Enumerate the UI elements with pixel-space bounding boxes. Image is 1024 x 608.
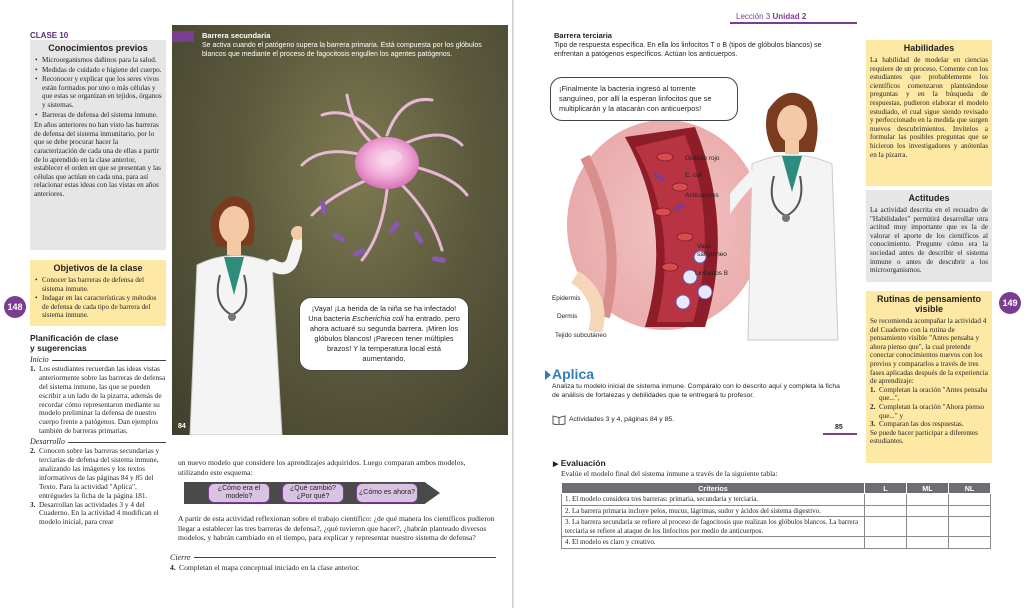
- visible-thinking-title: Rutinas de pensamiento visible: [876, 294, 982, 314]
- book-icon: [552, 415, 566, 425]
- closing-section: [170, 553, 496, 572]
- evaluation-title: ▶ Evaluación: [553, 458, 606, 468]
- aplica-text: Analiza tu modelo inicial de sistema inmune. Compáralo con lo descrito aquí y completa la ficha de análisis de fortalezas y debilidades que te entregará tu profesor.: [552, 383, 840, 399]
- checkbox-cell[interactable]: [907, 537, 949, 549]
- prior-knowledge-box: [30, 40, 166, 250]
- page-number-right: 149: [999, 292, 1021, 314]
- checkbox-cell[interactable]: [865, 537, 907, 549]
- column-header: ML: [907, 483, 949, 494]
- criterion-cell: 1. El modelo considera tres barreras: primaria, secundaria y terciaria.: [562, 494, 865, 506]
- list-item: • Barreras de defensa del sistema inmune.: [34, 111, 162, 120]
- label-epidermis: Epidermis: [552, 295, 581, 302]
- aplica-title: Aplica: [552, 366, 595, 382]
- lesson-header: Lección 3 Unidad 2: [736, 12, 807, 21]
- prior-knowledge-list: [34, 56, 162, 119]
- checkbox-cell[interactable]: [907, 505, 949, 517]
- list-item: • Medidas de cuidado e higiene del cuerpo.: [34, 66, 162, 75]
- prior-knowledge-title: Conocimientos previos: [48, 43, 148, 53]
- list-item: 3. Comparan las dos respuestas.: [870, 420, 964, 429]
- checkbox-cell[interactable]: [949, 505, 991, 517]
- label-antibodies: Anticuerpos: [685, 192, 719, 199]
- criterion-cell: 3. La barrera secundaria se refiere al proceso de fagocitosis que realizan los glóbulos blancos. La barrera terciaria se refiere al ataque de los linfocitos por medio de anticuerpos.: [562, 517, 865, 537]
- visible-thinking-box: [866, 291, 992, 463]
- list-item: 4. Completan el mapa conceptual iniciado en la clase anterior.: [170, 562, 360, 572]
- list-item: • Indagar en las características y métodos de defensa de cada tipo de barrera del sistema inmune.: [34, 294, 162, 320]
- attitudes-box: [866, 190, 992, 282]
- illustration-heading: Barrera secundaria: [202, 31, 271, 40]
- column-header: Criterios: [562, 483, 865, 494]
- list-item: 1. Los estudiantes recuerdan las ideas vistas anteriormente sobre las barreras de defensa del sistema inmune, las que se pueden escribir a un lado de la pizarra, además de recordar cómo representaron mediante su modelo preliminar la defensa de nuestro cuerpo frente a patógenos. Dan ejemplos también de barreras primarias.: [30, 363, 166, 436]
- checkbox-cell[interactable]: [907, 494, 949, 506]
- lesson-header-rule: [730, 22, 857, 24]
- attitudes-title: Actitudes: [908, 193, 950, 203]
- objectives-list: [34, 276, 162, 320]
- checkbox-cell[interactable]: [949, 494, 991, 506]
- scientist-illustration: [730, 80, 850, 350]
- table-row: [562, 537, 991, 549]
- scheme-step: ¿Qué cambió? ¿Por qué?: [282, 483, 344, 503]
- scientist-illustration: [172, 175, 302, 435]
- phase-cierre: Cierre: [170, 553, 496, 563]
- objectives-title: Objetivos de la clase: [53, 263, 143, 273]
- label-b-lymphocytes: Linfocitos B: [695, 270, 729, 277]
- skills-box: [866, 40, 992, 186]
- list-item: 2. Conocen sobre las barreras secundarias y terciarias de defensa del sistema inmune, analizando las imágenes y los textos informativos de las páginas 84 y 85 del Texto. Para la actividad "Aplica", entrégueles la ficha de la página 181.: [30, 446, 160, 500]
- illustration-body: Se activa cuando el patógeno supera la barrera primaria. Está compuesta por los glóbulos blancos que mediante el proceso de fagocitosis engullen los agentes patógenos.: [202, 42, 482, 58]
- page-number-left: 148: [4, 296, 26, 318]
- illustration-heading: Barrera terciaria: [554, 31, 612, 40]
- page-number-rule: [823, 433, 857, 435]
- table-header-row: [562, 483, 991, 494]
- skills-text: La habilidad de modelar en ciencias requiere de un proceso. Comente con los estudiantes que probablemente los científicos comenzaron planteándose preguntas y en la búsqueda de respuestas, pudieron elaborar el modelo estudiado, el cual sigue siendo revisado y perfeccionado en la medida que surgen nuevos descubrimientos. Invítelos a formular las posibles preguntas que se hicieron los investigadores y anótenlas en la pizarra.: [870, 56, 988, 159]
- aplica-triangle-icon: [545, 370, 551, 380]
- planning-title: Planificación de clase y sugerencias: [30, 333, 119, 353]
- textbook-page-number: 85: [835, 424, 843, 431]
- checkbox-cell[interactable]: [949, 517, 991, 537]
- scheme-step: ¿Cómo es ahora?: [356, 483, 418, 503]
- table-row: [562, 505, 991, 517]
- table-row: [562, 494, 991, 506]
- checkbox-cell[interactable]: [865, 505, 907, 517]
- label-blood-vessel: Vaso sanguíneo: [697, 243, 727, 258]
- checkbox-cell[interactable]: [865, 494, 907, 506]
- table-row: [562, 517, 991, 537]
- visible-thinking-intro: Se recomienda acompañar la actividad 4 del Cuaderno con la rutina de pensamiento visible "Antes pensaba y ahora pienso que", la cual pretende conectar conocimientos nuevos con los previos y compararlos a través de tres fases aplicadas después de la experiencia de aprendizaje:: [870, 317, 988, 386]
- reflection-paragraph: A partir de esta actividad reflexionan sobre el trabajo científico: ¿de qué manera los científicos pudieron llegar a establecer las tres barreras de defensa?, ¿qué tuvieron que hacer?, ¿habrán planteado diversos modelos, y habrán cambiado en el tiempo, para explicar y representar nuestro sistema de defensa?: [178, 514, 495, 543]
- prior-knowledge-paragraph: En años anteriores no han visto las barreras de defensa del sistema inmunitario, por lo que se debe procurar hacer la caracterización de cada una de ellas a partir de lo aprendido en la clase anterior, establecer el orden en que se presentan y las células que actúan en cada una, para así relacionar estas ideas con las vistas en años anteriores.: [34, 121, 161, 198]
- scheme-step: ¿Cómo era el modelo?: [208, 483, 270, 503]
- checkbox-cell[interactable]: [865, 517, 907, 537]
- list-item: • Conocer las barreras de defensa del sistema inmune.: [34, 276, 162, 293]
- list-item: 3. Desarrollan las actividades 3 y 4 del Cuaderno. En la actividad 4 modifican el modelo inicial, para crear: [30, 499, 159, 527]
- activities-reference: Actividades 3 y 4, páginas 84 y 85.: [569, 416, 675, 423]
- label-e-coli: E. coli: [685, 172, 703, 179]
- column-header: NL: [949, 483, 991, 494]
- column-header: L: [865, 483, 907, 494]
- white-blood-cell-illustration: [292, 85, 472, 275]
- list-item: 2. Completan la oración "Ahora pienso que..." y: [870, 402, 985, 420]
- attitudes-text: La actividad descrita en el recuadro de "Habilidades" permitirá desarrollar otra actitud muy importante que es la de valorar el aporte de los científicos al conocimiento. Pregunte cómo era la sociedad antes de describir el sistema inmune o antes de descubrir a los microorganismos.: [870, 206, 988, 275]
- skills-title: Habilidades: [903, 43, 955, 53]
- evaluation-intro: Evalúe el modelo final del sistema inmune a través de la siguiente tabla:: [561, 469, 778, 478]
- criterion-cell: 2. La barrera primaria incluye pelos, mucus, lágrimas, sudor y ácidos del sistema digestivo.: [562, 505, 865, 517]
- class-label: CLASE 10: [30, 31, 69, 40]
- list-item: • Reconocer y explicar que los seres vivos están formados por uno o más células y que estas se organizan en tejidos, órganos y sistemas.: [34, 75, 162, 109]
- species-name: Escherichia coli: [352, 314, 404, 323]
- objectives-box: [30, 260, 166, 326]
- label-subcutaneous-tissue: Tejido subcutáneo: [555, 332, 607, 339]
- phase-inicio: Inicio: [30, 356, 166, 365]
- secondary-barrier-illustration: [172, 25, 508, 435]
- list-item: 1. Completan la oración "Antes pensaba que...",: [870, 385, 988, 403]
- comparison-scheme: [184, 478, 440, 508]
- criterion-cell: 4. El modelo es claro y creativo.: [562, 537, 865, 549]
- label-dermis: Dermis: [557, 313, 578, 320]
- scheme-intro: un nuevo modelo que considere los aprendizajes adquiridos. Luego comparan ambos modelos, utilizando este esquema:: [178, 458, 466, 477]
- visible-thinking-outro: Se puede hacer participar a diferentes estudiantes.: [870, 428, 978, 446]
- accent-tab: [172, 31, 194, 42]
- textbook-page-number: 84: [178, 423, 186, 430]
- illustration-body: Tipo de respuesta específica. En ella los linfocitos T o B (tipos de glóbulos blancos) se enfrentan a patógenos específicos. Actúan los anticuerpos.: [554, 42, 822, 58]
- checkbox-cell[interactable]: [907, 517, 949, 537]
- checkbox-cell[interactable]: [949, 537, 991, 549]
- triangle-bullet-icon: ▶: [553, 461, 559, 468]
- list-item: • Microorganismos dañinos para la salud.: [34, 56, 162, 65]
- speech-bubble: ¡Vaya! ¡La herida de la niña se ha infectado! Una bacteria Escherichia coli ha entrado, pero ahora actuaré su segunda barrera. ¡Miren los glóbulos blancos! ¡Parecen tener múltiples brazos! Y la temperatura local está aumentando.: [299, 297, 469, 371]
- evaluation-table: [561, 482, 991, 549]
- speech-bubble: ¡Finalmente la bacteria ingresó al torrente sanguíneo, por allí la esperan linfocitos que se multiplicarán y la atacarán con anticuerpos!: [550, 77, 738, 121]
- planning-body: [30, 356, 166, 527]
- phase-desarrollo: Desarrollo: [30, 438, 166, 447]
- label-red-blood-cell: Glóbulo rojo: [685, 155, 720, 162]
